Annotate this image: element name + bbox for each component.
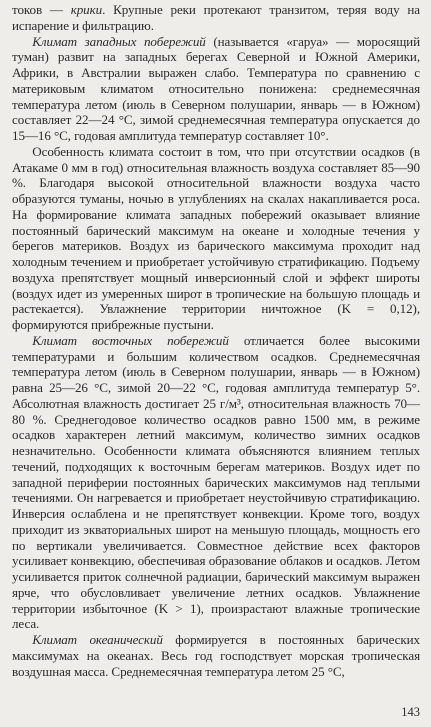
paragraph-oceanic-climate xyxy=(12,632,420,679)
text-run: Особенность климата состоит в том, что при отсутствии осадков (в Атакаме 0 мм в год) относительная влажность воздуха составляет 85—90 %. Благодаря высокой относительной влажности воздуха часто образуются туманы, ночью в углублениях на скалах накапливается роса. На формирование климата западных побережий оказывает влияние постоянный барический максимум на океане и холодные течения у берегов материков. Воздух из барического максимума проходит над холодным течением и приобретает устойчивую стратификацию. Подъему воздуха препятствует мощный инверсионный слой и эффект широты (воздух идет из умеренных широт в тропические на большую площадь и растекается). Увлажнение территории ничтожное (K = 0,12), формируются прибрежные пустыни. xyxy=(12,143,420,332)
text-run: токов — xyxy=(12,2,71,17)
text-run: (называется «гаруа» — моросящий туман) развит на западных берегах Северной и Южной Америки, Африки, в Австралии выражен слабо. Температура по сравнению с материковым климатом относительно понижена: среднемесячная температура летом (июль в Северном полушарии, январь — в Южном) составляет 22—24 °С, зимой среднемесячная температура опускается до 15—16 °С, годовая амплитуда температур составляет 10°. xyxy=(12,33,420,143)
paragraph-east-coast-climate xyxy=(12,333,420,632)
italic-term: Климат восточных побережий xyxy=(32,332,229,348)
page-text xyxy=(12,2,420,679)
paragraph-continuation xyxy=(12,2,420,34)
italic-term: Климат океанический xyxy=(32,632,163,647)
italic-term: крики xyxy=(70,2,103,17)
text-run: . Крупные реки протекают транзитом, теряя воду на испарение и фильтрацию. xyxy=(12,2,420,33)
text-run: отличается более высокими температурами и большим количеством осадков. Среднемесячная температура летом (июль в Северном полушарии, январь — в Южном) равна 25—26 °С, зимой 20—22 °С, годовая амплитуда температур 5°. Абсолютная влажность достигает 25 г/м³, относительная влажность 70—80 %. Среднегодовое количество осадков равно 1500 мм, в режиме осадков характерен летний максимум, количество зимних осадков незначительно. Особенности климата объясняются влиянием теплых течений, подходящих к восточным берегам материков. Воздух идет по западной периферии постоянных барических максимумов над теплыми течениями. Он нагревается и приобретает неустойчивую стратификацию. Инверсия ослаблена и не препятствует конвекции. Кроме того, воздух приходит из экваториальных широт на меньшую площадь, мощность его по вертикали увеличивается. Совместное действие всех факторов усиливает конвекцию, обеспечивая образование облаков и осадков. Летом усиливается приток солнечной радиации, барический максимум выражен ярче, что обусловливает увеличение летних осадков. Увлажнение территории избыточное (K > 1), произрастают влажные тропические леса. xyxy=(12,332,421,632)
paragraph-climate-feature xyxy=(12,144,420,333)
paragraph-west-coast-climate xyxy=(12,34,420,144)
page-number: 143 xyxy=(401,705,420,719)
text-run: формируется в постоянных барических максимумах на океанах. Весь год господствует морская тропическая воздушная масса. Среднемесячная температура летом 25 °С, xyxy=(12,632,420,679)
italic-term: Климат западных побережий xyxy=(32,33,206,49)
